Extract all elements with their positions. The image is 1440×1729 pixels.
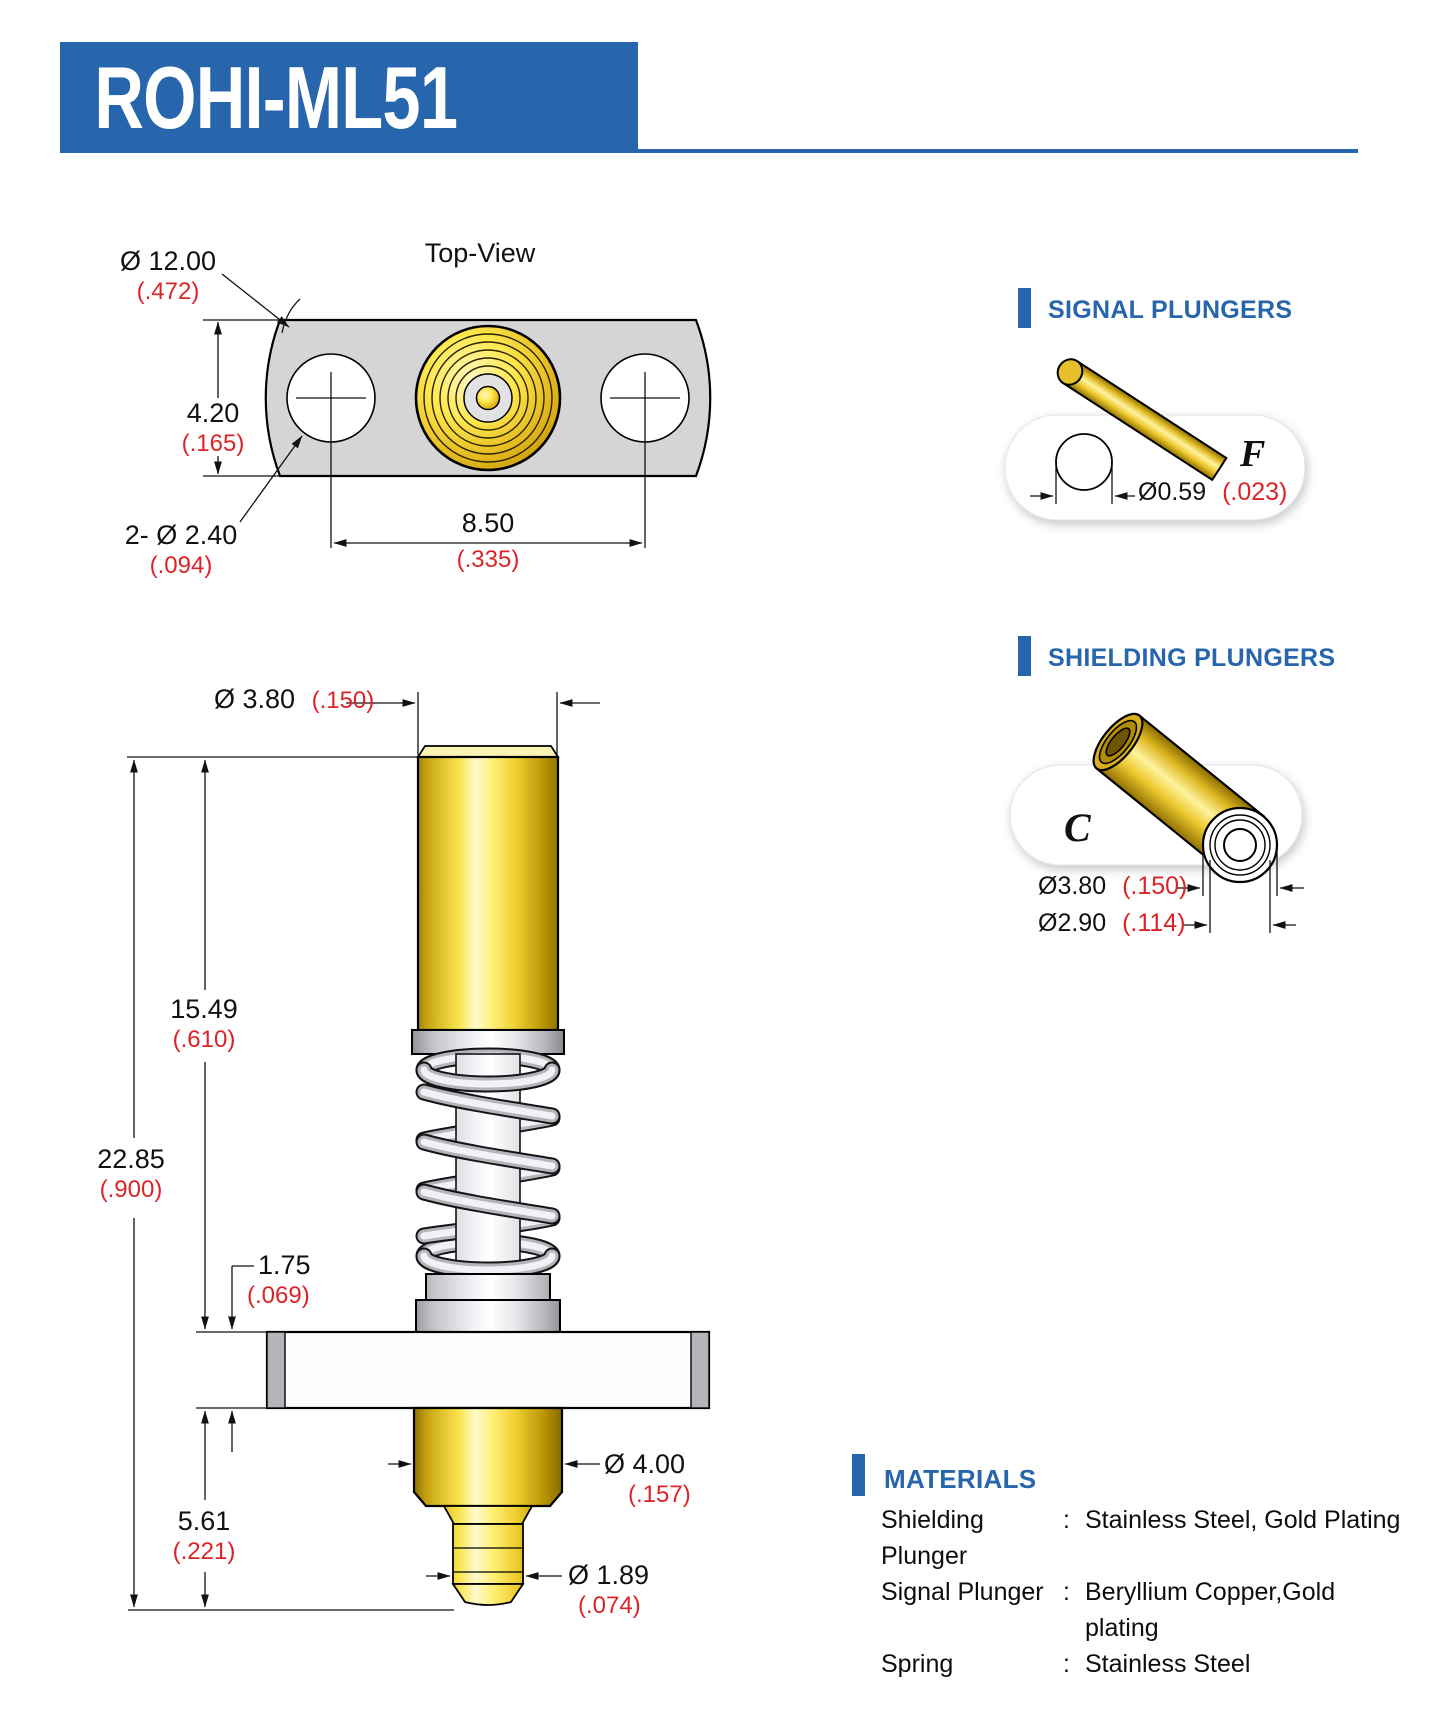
material-row-label: Spring xyxy=(881,1650,954,1678)
dim-hole-spacing-main: 8.50 xyxy=(461,508,515,538)
top-view-drawing xyxy=(203,274,710,548)
dim-shielding-outer-diameter: Ø3.80 (.150) xyxy=(1038,872,1188,900)
material-row-colon: : xyxy=(1063,1650,1070,1678)
material-row-label: Shielding Plunger xyxy=(881,1506,984,1570)
dim-upper-length: 15.49 (.610) xyxy=(170,994,238,1053)
shielding-tip-code: C xyxy=(1064,805,1091,850)
plunger-top-bevel xyxy=(418,746,558,757)
flange-left-cap xyxy=(267,1332,285,1408)
dim-tip-diameter: Ø 1.89 (.074) xyxy=(568,1560,650,1619)
signal-plungers-heading: SIGNAL PLUNGERS xyxy=(1048,296,1293,324)
dim-disc-diameter: Ø 12.00 (.472) xyxy=(119,246,217,305)
material-row-value: Beryllium Copper,Gold plating xyxy=(1085,1578,1336,1642)
material-row-colon: : xyxy=(1063,1578,1070,1606)
dim-mounting-holes: 2- Ø 2.40 (.094) xyxy=(124,520,238,579)
dim-total-length: 22.85 (.900) xyxy=(97,1144,165,1203)
top-view-label: Top-View xyxy=(424,238,536,268)
materials-heading-bar xyxy=(852,1454,865,1496)
tip-neck xyxy=(444,1506,532,1524)
tip-cone xyxy=(453,1584,523,1605)
flange-right-cap xyxy=(691,1332,709,1408)
dim-plunger-diameter: Ø 3.80 (.150) xyxy=(214,684,375,714)
material-row-colon: : xyxy=(1063,1506,1070,1534)
material-row-value: Stainless Steel, Gold Plating xyxy=(1085,1506,1401,1534)
materials-table xyxy=(881,1502,1401,1682)
dim-flange-thickness: 1.75 (.069) xyxy=(247,1250,311,1309)
shielding-tip-section-circles xyxy=(1203,808,1277,882)
signal-pin-topview xyxy=(477,387,500,410)
signal-tip-section-circle xyxy=(1056,434,1112,490)
material-row-label: Signal Plunger xyxy=(881,1578,1044,1606)
shielding-heading-bar xyxy=(1018,636,1031,676)
dim-barrel-diameter: Ø 4.00 (.157) xyxy=(604,1449,691,1508)
materials-heading: MATERIALS xyxy=(884,1464,1037,1494)
signal-heading-bar xyxy=(1018,288,1031,328)
coax-connector-topview xyxy=(416,326,560,470)
spring xyxy=(424,1054,552,1274)
base-step-lower xyxy=(416,1300,560,1332)
page-title: ROHI-ML51 xyxy=(94,47,458,147)
title-underline xyxy=(638,149,1358,153)
base-step-upper xyxy=(426,1274,550,1300)
tip-shaft xyxy=(453,1524,523,1584)
shielding-plunger-body xyxy=(418,757,558,1030)
material-row-value: Stainless Steel xyxy=(1085,1650,1251,1678)
dim-hole-spacing-alt: (.335) xyxy=(456,546,520,573)
dim-shielding-inner-diameter: Ø2.90 (.114) xyxy=(1038,909,1186,937)
dim-width-across-flats: 4.20 (.165) xyxy=(181,398,245,457)
dim-signal-tip-diameter: Ø0.59 (.023) xyxy=(1138,478,1288,506)
dim-lower-length: 5.61 (.221) xyxy=(172,1506,236,1565)
shielding-plungers-heading: SHIELDING PLUNGERS xyxy=(1048,644,1336,672)
flange xyxy=(267,1332,709,1408)
title-bar xyxy=(60,42,638,153)
signal-plunger-barrel xyxy=(414,1408,562,1506)
signal-tip-code: F xyxy=(1240,433,1266,475)
